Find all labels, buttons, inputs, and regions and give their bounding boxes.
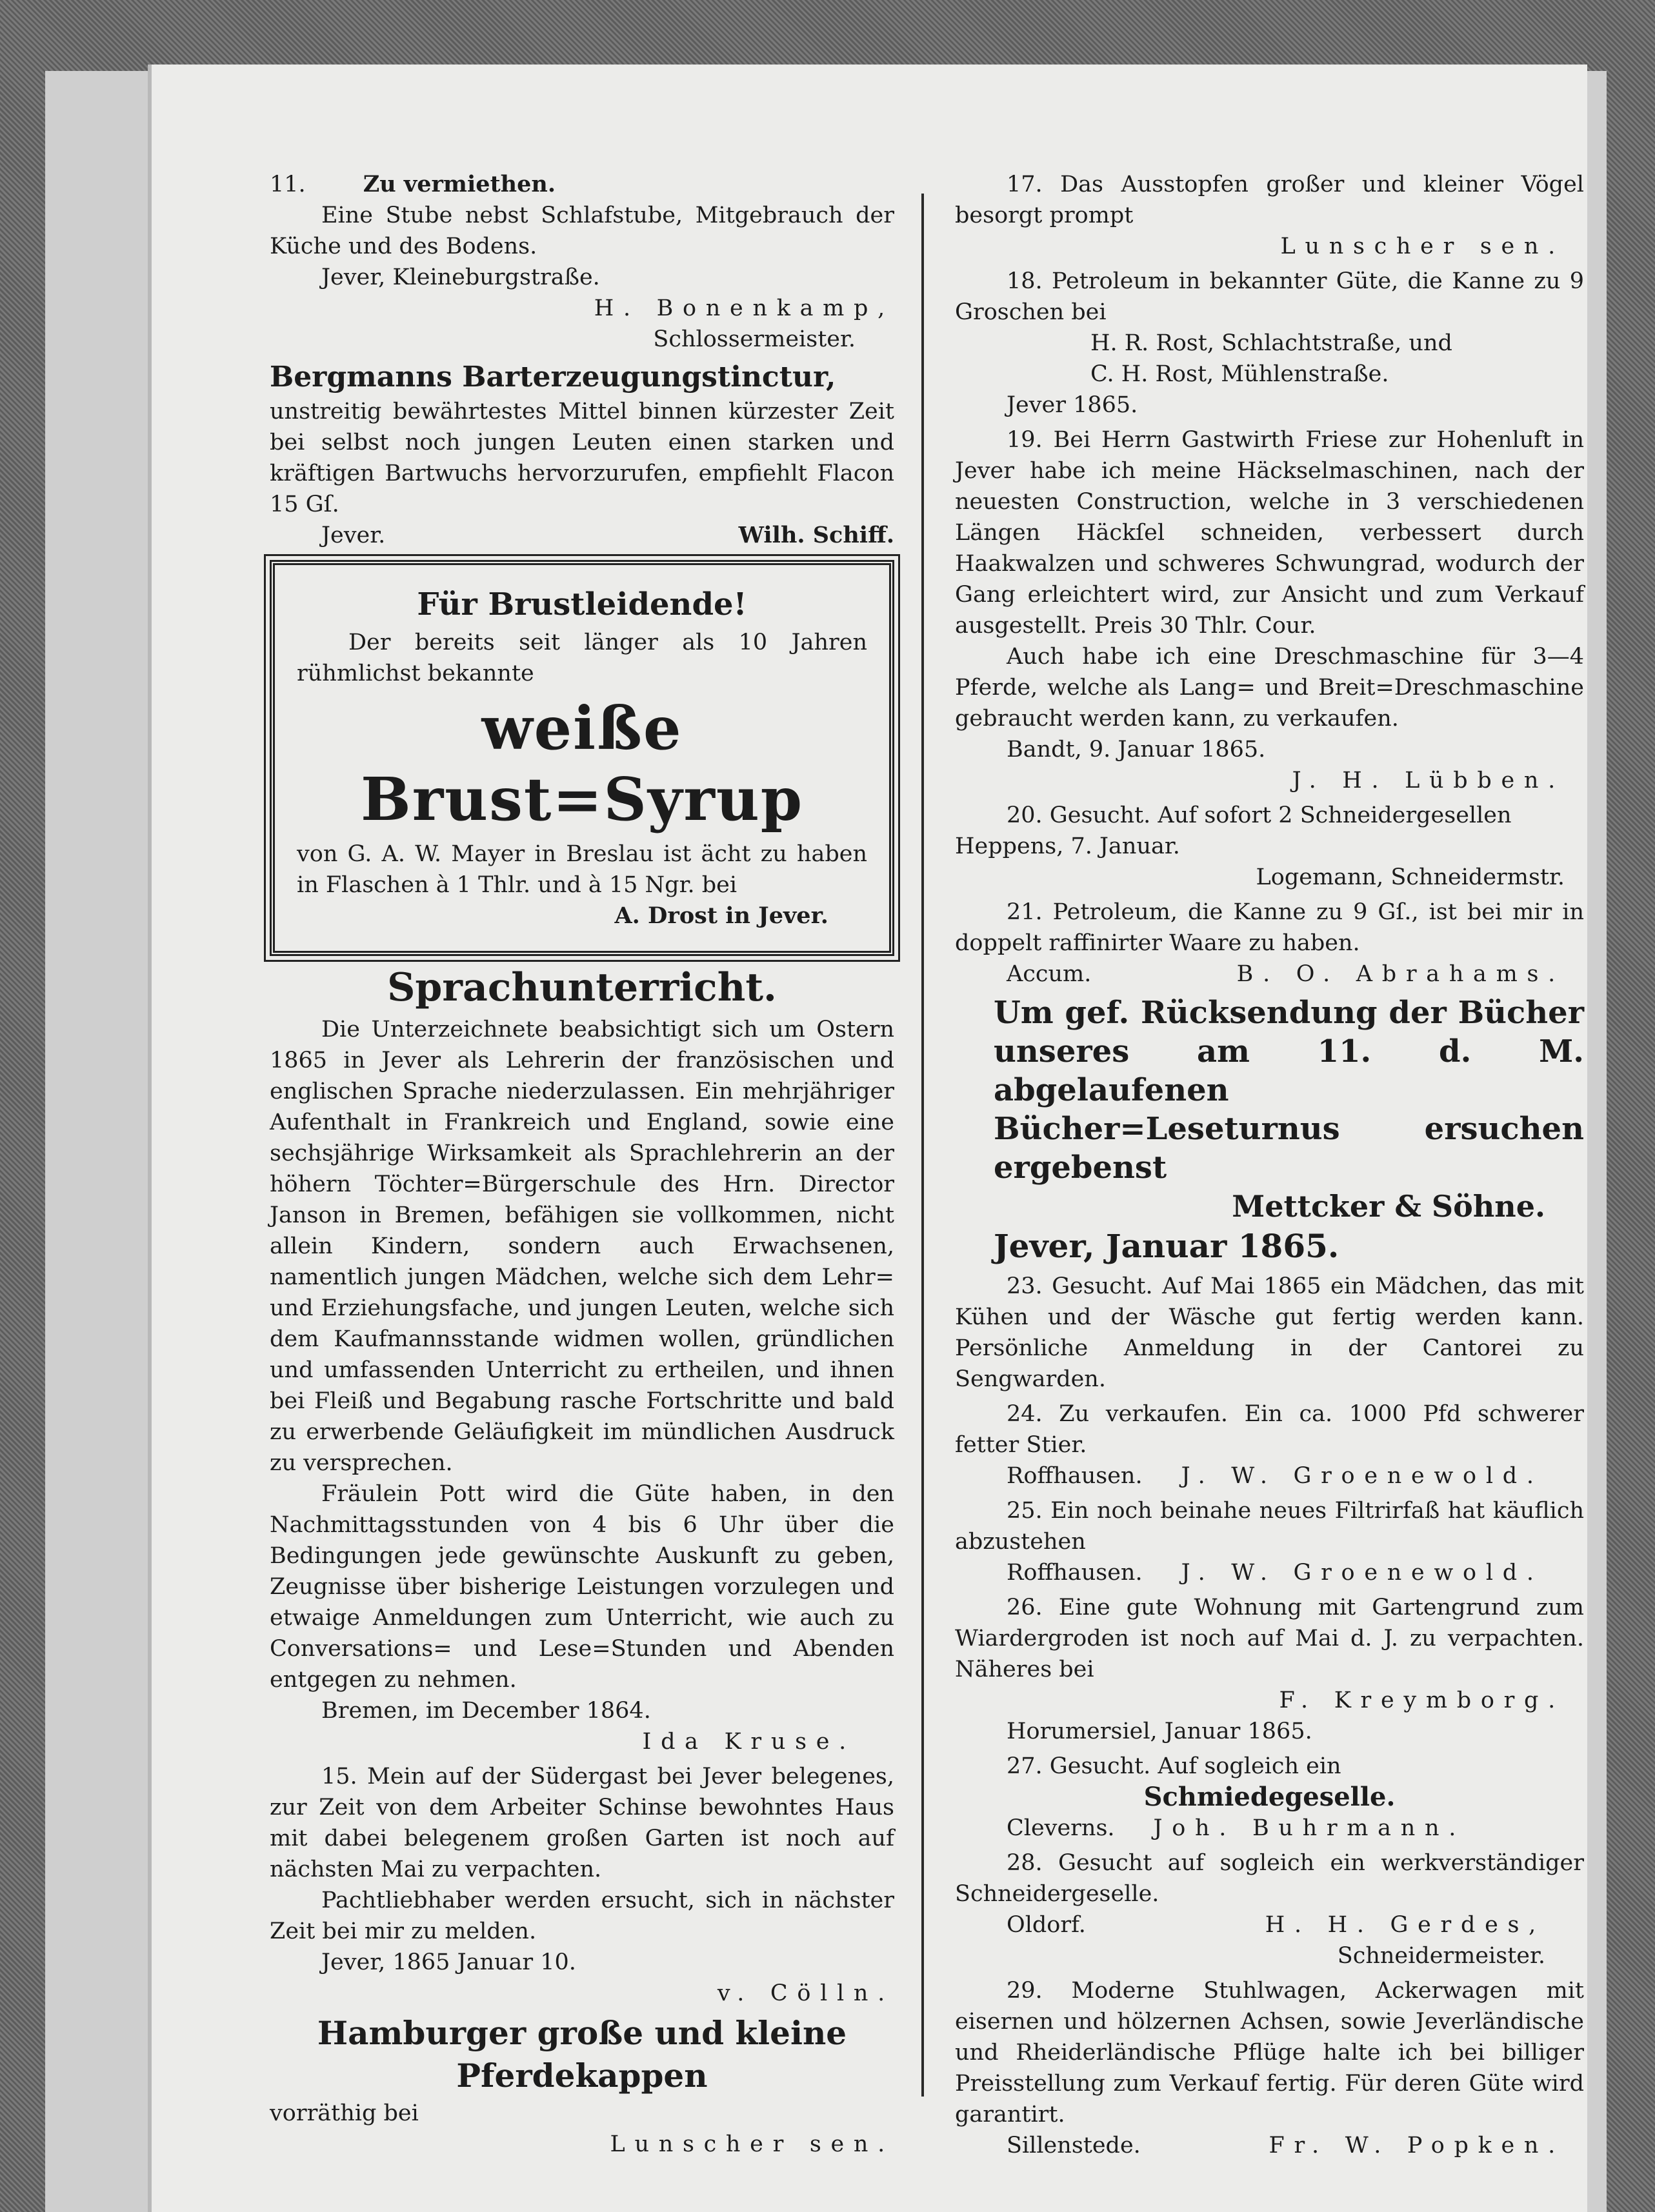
ad-heading: Um gef. Rücksendung der Bücher unseres am 11. d. M. abgelaufenen Bücher=Leseturnus ersuchen ergebenst: [994, 995, 1584, 1186]
ad-body: Eine Stube nebst Schlafstube, Mitgebrauch der Küche und des Bodens.: [270, 203, 894, 259]
ad-seller: H. R. Rost, Schlachtstraße, und: [1090, 330, 1452, 356]
ad-15: [270, 1761, 894, 2009]
ad-signature: H. Bonenkamp,: [594, 295, 894, 321]
ad-body: 19. Bei Herrn Gastwirth Friese zur Hohenluft in Jever habe ich meine Häckselmaschinen, nach der neuesten Construction, welche in 3 verschiedenen Längen Häckſel schneiden, verbessert durch Haakwalzen und schweres Schwungrad, wodurch der Gang erleichtert wird, zur Ansicht und zum Verkauf ausgestellt. Preis 30 Thlr. Cour.: [955, 427, 1584, 639]
ad-20: [955, 800, 1584, 893]
ad-signature: J. H. Lübben.: [1292, 768, 1565, 793]
ad-28: [955, 1848, 1584, 1971]
ad-paragraph: Fräulein Pott wird die Güte haben, in den Nachmittagsstunden von 4 bis 6 Uhr über die Bedingungen jede gewünschte Auskunft zu geben, Zeugnisse über bisherige Leistungen vorzulegen und etwaige Anmeldungen zum Unterricht, wie auch zu Conversations= und Lese=Stunden und Abenden entgegen zu nehmen.: [270, 1481, 894, 1693]
ad-heading: Hamburger große und kleine: [317, 2014, 847, 2052]
ad-title: Schlossermeister.: [653, 326, 856, 352]
ad-place-date: Jever, 1865 Januar 10.: [321, 1949, 576, 1975]
ad-body: 20. Gesucht. Auf sofort 2 Schneidergesellen: [1007, 802, 1512, 828]
ad-intro: Der bereits seit länger als 10 Jahren rühmlichst bekannte: [297, 630, 867, 686]
ad-body: 23. Gesucht. Auf Mai 1865 ein Mädchen, das mit Kühen und der Wäsche gut fertig werden kann. Persönliche Anmeldung in der Cantorei zu Sengwarden.: [955, 1273, 1584, 1392]
ad-place: Roffhausen.: [1007, 1463, 1143, 1489]
ad-21: [955, 897, 1584, 990]
ad-signature: J. W. Groenewold.: [1181, 1463, 1543, 1489]
ad-signature: Lunscher sen.: [610, 2131, 894, 2157]
ad-place-date: Heppens, 7. Januar.: [955, 833, 1180, 859]
ad-body: 18. Petroleum in bekannter Güte, die Kanne zu 9 Groschen bei: [955, 268, 1584, 325]
ad-body: 17. Das Ausstopfen großer und kleiner Vögel besorgt prompt: [955, 172, 1584, 228]
ad-sprachunterricht: [270, 964, 894, 1757]
ad-place-date: Bandt, 9. Januar 1865.: [1007, 737, 1266, 762]
ad-seller: A. Drost in Jever.: [614, 902, 828, 929]
ad-place-date: Jever, Januar 1865.: [994, 1227, 1339, 1265]
ad-body: Auch habe ich eine Dreschmaschine für 3—4 Pferde, welche als Lang= und Breit=Dreschmaschine gebraucht werden kann, zu verkaufen.: [955, 644, 1584, 732]
ad-signature: Logemann, Schneidermstr.: [1256, 864, 1565, 890]
ad-body: vorräthig bei: [270, 2100, 419, 2126]
ad-signature: B. O. Abrahams.: [1236, 961, 1565, 987]
ad-body: von G. A. W. Mayer in Breslau ist ächt zu haben in Flaschen à 1 Thlr. und à 15 Ngr. bei: [297, 841, 867, 898]
ad-place: Accum.: [1007, 961, 1092, 987]
ad-body: Pachtliebhaber werden ersucht, sich in nächster Zeit bei mir zu melden.: [270, 1888, 894, 1944]
ad-product-name: weiße Brust=Syrup: [360, 693, 804, 834]
ad-bold-line: Schmiedegeselle.: [1143, 1782, 1396, 1812]
ad-body: 25. Ein noch beinahe neues Filtrirfaß hat käuflich abzustehen: [955, 1498, 1584, 1555]
ad-seller: C. H. Rost, Mühlenstraße.: [1090, 361, 1389, 387]
ad-heading: Zu vermiethen.: [363, 171, 556, 197]
ad-heading: Sprachunterricht.: [387, 965, 777, 1010]
ad-body: 29. Moderne Stuhlwagen, Ackerwagen mit eisernen und hölzernen Achsen, sowie Jeverländische und Rheiderländische Pflüge halte ich bei billiger Preisstellung zum Verkauf fertig. Für deren Güte wird garantirt.: [955, 1978, 1584, 2127]
ad-body: 24. Zu verkaufen. Ein ca. 1000 Pfd schwerer fetter Stier.: [955, 1401, 1584, 1458]
ad-18: [955, 266, 1584, 421]
ad-signature: Joh. Buhrmann.: [1153, 1815, 1466, 1841]
ad-number: 11.: [270, 172, 306, 197]
ad-place-date: Jever 1865.: [1007, 392, 1138, 418]
ad-place-date: Horumersiel, Januar 1865.: [1007, 1719, 1312, 1744]
ad-signature: H. H. Gerdes,: [1265, 1912, 1545, 1938]
ad-11: [270, 169, 894, 355]
column-divider: [921, 194, 924, 2097]
ad-signature: Wilh. Schiff.: [738, 522, 894, 548]
ad-heading: Für Brustleidende!: [417, 586, 747, 623]
ad-25: [955, 1495, 1584, 1588]
ad-24: [955, 1399, 1584, 1491]
ad-hamburger: [270, 2013, 894, 2160]
left-column: [270, 169, 894, 2164]
ad-signature: Fr. W. Popken.: [1269, 2133, 1565, 2158]
ad-body: 27. Gesucht. Auf sogleich ein: [1007, 1753, 1341, 1779]
ad-mettcker: [955, 993, 1584, 1267]
ad-heading: Pferdekappen: [456, 2057, 708, 2095]
ad-place: Sillenstede.: [1007, 2133, 1141, 2158]
ad-place: Jever.: [321, 523, 386, 548]
ad-23: [955, 1271, 1584, 1395]
ad-signature: J. W. Groenewold.: [1181, 1560, 1543, 1586]
ad-body: unstreitig bewährtestes Mittel binnen kürzester Zeit bei selbst noch jungen Leuten einen starken und kräftigen Bartwuchs hervorzurufen, empfiehlt Flacon 15 Gſ.: [270, 399, 894, 517]
ad-body: 26. Eine gute Wohnung mit Gartengrund zum Wiardergroden ist noch auf Mai d. J. zu verpachten. Näheres bei: [955, 1595, 1584, 1682]
ad-place: Roffhausen.: [1007, 1560, 1143, 1586]
ad-bergmann: [270, 359, 894, 551]
ad-body: 21. Petroleum, die Kanne zu 9 Gſ., ist bei mir in doppelt raffinirter Waare zu haben.: [955, 899, 1584, 956]
ad-brustsyrup-box: [270, 560, 894, 956]
ad-17: [955, 169, 1584, 262]
ad-29: [955, 1975, 1584, 2161]
ad-heading: Bergmanns Barterzeugungstinctur,: [270, 361, 836, 394]
ad-title: Schneidermeister.: [1337, 1943, 1545, 1969]
ad-signature: Mettcker & Söhne.: [1232, 1189, 1545, 1224]
ad-27: [955, 1751, 1584, 1844]
ad-signature: Ida Kruse.: [642, 1729, 856, 1755]
ad-19: [955, 424, 1584, 796]
ad-body: 15. Mein auf der Südergast bei Jever belegenes, zur Zeit von dem Arbeiter Schinse bewohntes Haus mit dabei belegenem großen Garten ist noch auf nächsten Mai zu verpachten.: [270, 1764, 894, 1882]
ad-place: Oldorf.: [1007, 1912, 1086, 1938]
right-column: [955, 169, 1584, 2165]
ad-signature: F. Kreymborg.: [1279, 1688, 1565, 1713]
ad-26: [955, 1592, 1584, 1747]
ad-place-date: Bremen, im December 1864.: [321, 1698, 651, 1724]
ad-signature: v. Cölln.: [717, 1980, 894, 2006]
ad-place: Cleverns.: [1007, 1815, 1115, 1841]
ad-place: Jever, Kleineburgstraße.: [321, 264, 600, 290]
ad-signature: Lunscher sen.: [1280, 234, 1565, 259]
ad-paragraph: Die Unterzeichnete beabsichtigt sich um Ostern 1865 in Jever als Lehrerin der französischen und englischen Sprache niederzulassen. Ein mehrjähriger Aufenthalt in Frankreich und England, sowie eine sechsjährige Wirksamkeit als Sprachlehrerin an der höhern Töchter=Bürgerschule des Hrn. Director Janson in Bremen, befähigen sie vollkommen, nicht allein Kindern, sondern auch Erwachsenen, namentlich jungen Mädchen, welche sich dem Lehr= und Erziehungsfache, und jungen Leuten, welche sich dem Kaufmannsstande widmen wollen, gründlichen und umfassenden Unterricht zu ertheilen, und ihnen bei Fleiß und Begabung rasche Fortschritte und bald zu erwerbende Geläufigkeit im mündlichen Ausdruck zu versprechen.: [270, 1017, 894, 1476]
ad-body: 28. Gesucht auf sogleich ein werkverständiger Schneidergeselle.: [955, 1850, 1584, 1907]
